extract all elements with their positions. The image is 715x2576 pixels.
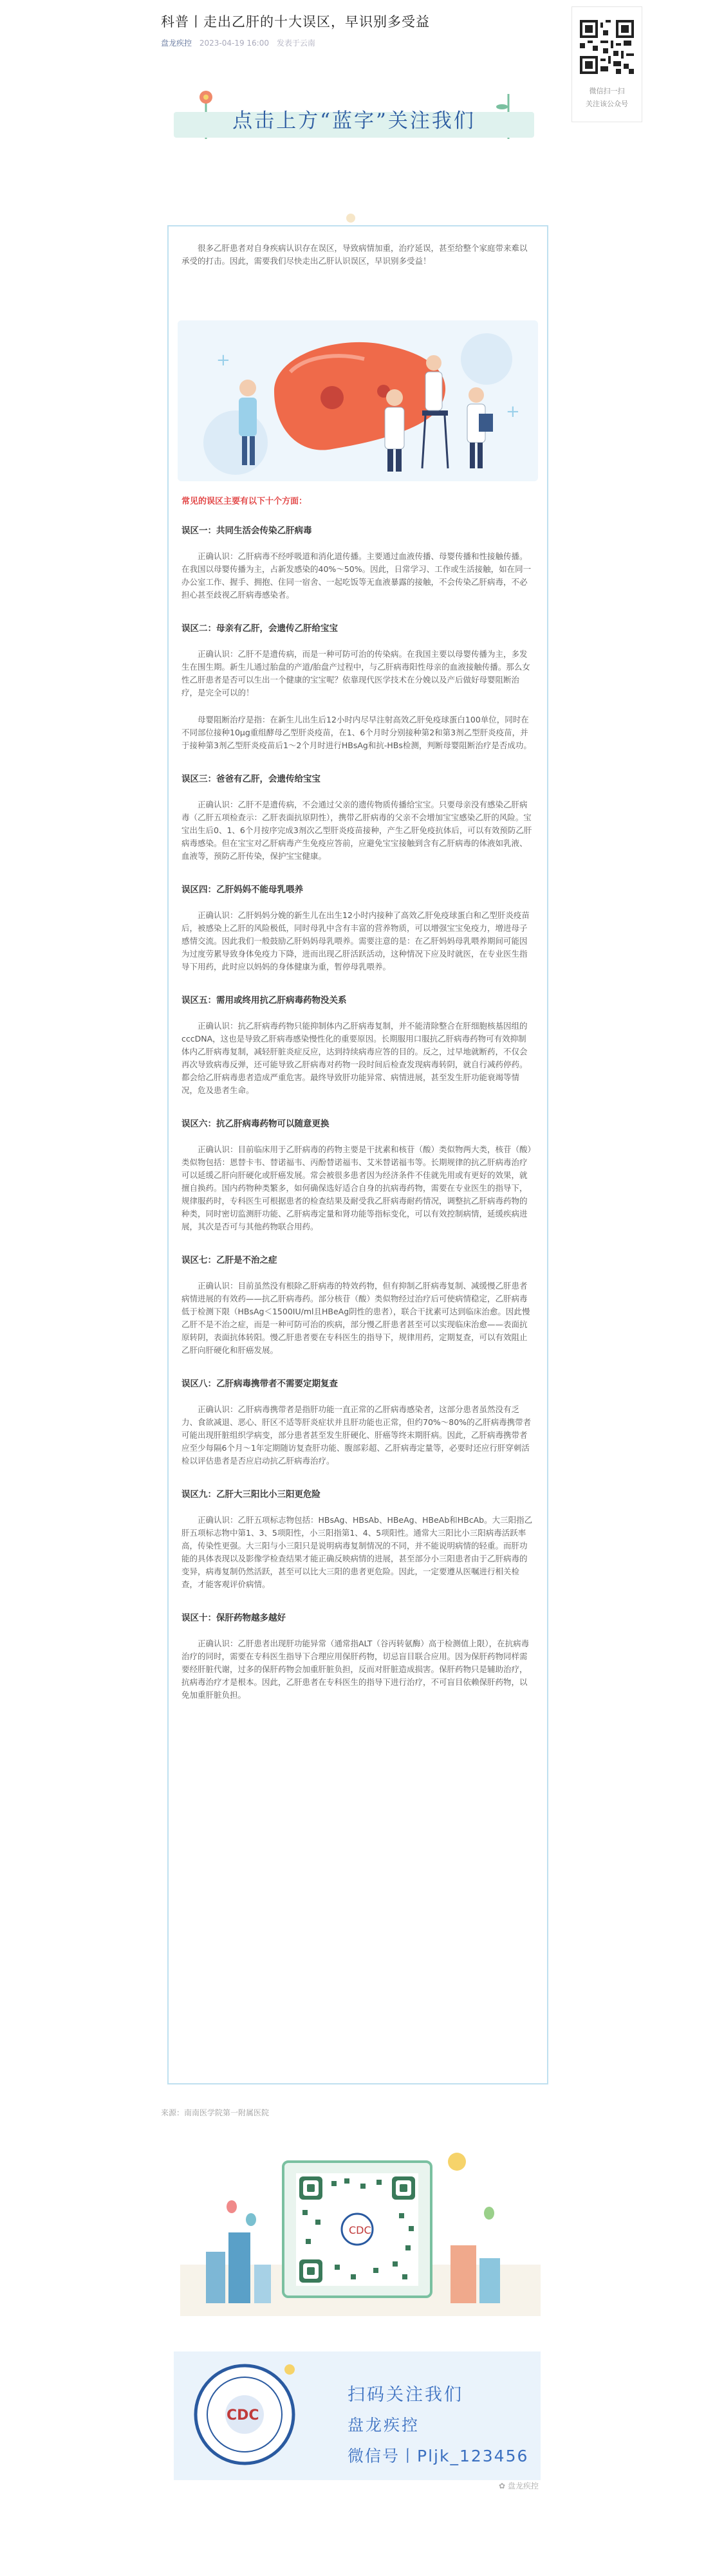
section-para: 正确认识：乙肝妈妈分娩的新生儿在出生12小时内接种了高效乙肝免疫球蛋白和乙型肝炎疫苗后，被感染上乙肝的风险极低，同时母乳中含有丰富的营养物质，可以增强宝宝免疫力，增进母子感情交流。因此我们一般鼓励乙肝妈妈母乳喂养。需要注意的是：在乙肝妈妈母乳喂养期间可能因为过度劳累导致身体免疫力下降，进而出现乙肝活跃活动，这种情况下应及时就医，在专业医生指导下用药，此时应以妈妈的身体健康为重，暂停母乳喂养。	[181, 910, 530, 971]
follow-banner[interactable]	[174, 62, 534, 145]
section-para: 母婴阻断治疗是指：在新生儿出生后12小时内尽早注射高效乙肝免疫球蛋白100单位，同时在不同部位接种10μg重组酵母乙型肝炎疫苗，在1、6个月时分别接种第2和第3剂乙型肝炎疫苗，并于接种第3剂乙型肝炎疫苗后1～2个月时进行HBsAg和抗-HBs检测，判断母婴阻断治疗是否成功。	[181, 715, 532, 750]
section-8	[181, 1376, 534, 1467]
svg-text:+: +	[506, 402, 520, 421]
svg-text:+: +	[216, 351, 230, 370]
liver-doctors-icon	[178, 320, 538, 481]
svg-text:CDC: CDC	[227, 2407, 259, 2424]
section-para: 正确认识：目前临床用于乙肝病毒的药物主要是干扰素和核苷（酸）类似物两大类，核苷（酸）类似物包括：恩替卡韦、替诺福韦、丙酚替诺福韦、艾米替诺福韦等。长期规律的抗乙肝病毒治疗可以延缓乙肝向肝硬化或肝癌发展。常会被很多患者因为经济条件不佳就先用或有更好的效果，就擅自换药。国内药物种类繁多，如何确保选好适合自身的抗病毒药物，需要在专业医生的指导下，规律服药时，专科医生可根据患者的检查结果及耐受我乙肝病毒耐药情况，调整抗乙肝病毒药物的种类，同时密切监测肝功能、乙肝病毒定量和肾功能等指标变化，可以有效控制病情，延缓疾病进展，其次是否可与其他药物联合用药。	[181, 1145, 532, 1231]
section-title: 误区一：共同生活会传染乙肝病毒	[181, 526, 312, 536]
follow-account-name: 盘龙疾控	[348, 2416, 420, 2434]
qr-caption-2: 关注该公众号	[586, 100, 628, 108]
section-title: 误区七：乙肝是不治之症	[181, 1255, 277, 1265]
section-10	[181, 1610, 534, 1702]
svg-text:CDC: CDC	[349, 2224, 371, 2236]
section-title: 误区九：乙肝大三阳比小三阳更危险	[181, 1489, 320, 1500]
section-2	[181, 621, 534, 752]
section-title: 误区二：母亲有乙肝，会遗传乙肝给宝宝	[181, 623, 338, 634]
section-title: 误区五：需用或终用抗乙肝病毒药物没关系	[181, 995, 347, 1006]
section-1	[181, 523, 534, 602]
section-6	[181, 1116, 534, 1233]
section-5	[181, 993, 534, 1097]
banner-text: 点击上方“蓝字”关注我们	[232, 109, 476, 133]
section-title: 误区六：抗乙肝病毒药物可以随意更换	[181, 1119, 330, 1129]
section-title: 误区十：保肝药物越多越好	[181, 1613, 286, 1623]
section-para: 正确认识：乙肝五项标志物包括：HBsAg、HBsAb、HBeAg、HBeAb和HBcAb。大三阳指乙肝五项标志物中第1、3、5项阳性，小三阳指第1、4、5项阳性。通常大三阳比小三阳病毒活跃率高，传染性更强。大三阳与小三阳只是说明病毒复制情况的不同，并不能说明病情的轻重。而肝功能的具体表现以及影像学检查结果才能正确反映病情的进展，甚至部分小三阳患者由于乙肝病毒的变异，病毒复制仍然活跃，甚至可以比大三阳的患者更危险。因此，一定要遵从医嘱进行相关检查，才能客观评价病情。	[181, 1515, 533, 1589]
article-intro-block	[181, 242, 534, 268]
section-para: 正确认识：乙肝不是遗传病，而是一种可防可治的传染病。在我国主要以母婴传播为主，多发生在围生期。新生儿通过胎盘的产道/胎盘产过程中，与乙肝病毒阳性母亲的血液接触传播。那么女性乙肝患者是否可以生出一个健康的宝宝呢？依靠现代医学技术在分娩以及产后做好母婴阻断治疗，是完全可以的！	[181, 649, 530, 697]
section-3	[181, 771, 534, 863]
account-name-link[interactable]: 盘龙疾控	[161, 39, 192, 48]
frame-ornament	[346, 214, 355, 223]
watermark	[499, 2480, 539, 2491]
qr-code-icon	[580, 20, 634, 74]
liver-illustration	[178, 320, 538, 481]
follow-wechat-id: 微信号丨Pljk_123456	[348, 2447, 529, 2465]
article-meta	[161, 37, 315, 48]
section-7	[181, 1253, 534, 1357]
section-para: 正确认识：乙肝病毒携带者是指肝功能一直正常的乙肝病毒感染者，这部分患者虽然没有乏力、食欲减退、恶心、肝区不适等肝炎症状并且肝功能也正常，但约70%～80%的乙肝病毒携带者可能出现肝脏组织学病变，部分患者甚至发生肝硬化、肝癌等终末期肝病。因此，乙肝病毒携带者应至少每隔6个月～1年定期随访复查肝功能、腹部彩超、乙肝病毒定量等，必要时还应行肝穿刺活检以评估患者是否应启动抗乙肝病毒治疗。	[181, 1404, 532, 1466]
section-para: 正确认识：目前虽然没有根除乙肝病毒的特效药物，但有抑制乙肝病毒复制、减缓慢乙肝患者病情进展的有效药——抗乙肝病毒药。部分核苷（酸）类似物经过治疗后可使病情稳定，乙肝病毒低于检测下限（HBsAg＜1500IU/ml且HBeAg阴性的患者），联合干扰素可达到临床治愈。因此慢乙肝不是不治之症，而是一种可防可治的疾病，部分慢乙肝患者甚至可以实现临床治愈——表面抗原转阴，表面抗体转阳。慢乙肝患者要在专科医生的指导下，规律用药，定期复查，可以有效阻止乙肝向肝硬化和肝癌发展。	[181, 1281, 530, 1355]
section-para: 正确认识：乙肝病毒不经呼吸道和消化道传播。主要通过血液传播、母婴传播和性接触传播。在我国以母婴传播为主，占新发感染的40%～50%。因此，日常学习、工作或生活接触，如在同一办公室工作、握手、拥抱、住同一宿舍、一起吃饭等无血液暴露的接触，不会传染乙肝病毒，不必担心甚至歧视乙肝病毒感染者。	[181, 551, 532, 600]
section-title: 误区八：乙肝病毒携带者不需要定期复查	[181, 1379, 338, 1389]
qr-caption-1: 微信扫一扫	[589, 87, 625, 95]
lead-text: 常见的误区主要有以下十个方面：	[181, 497, 308, 506]
cdc-logo-icon	[193, 2363, 296, 2466]
follow-title: 扫码关注我们	[348, 2385, 463, 2405]
follow-qr-card	[571, 6, 642, 122]
section-title: 误区三：爸爸有乙肝，会遗传给宝宝	[181, 774, 320, 784]
section-title: 误区四：乙肝妈妈不能母乳喂养	[181, 885, 303, 895]
section-4	[181, 882, 534, 973]
section-para: 正确认识：乙肝患者出现肝功能异常（通常指ALT（谷丙转氨酶）高于检测值上限），在抗病毒治疗的同时，需要在专科医生指导下合理应用保肝药物，切忌盲目联合应用。因为保肝药物同样需要经肝脏代谢，过多的保肝药物会加重肝脏负担，反而对肝脏造成损害。保肝药物只是辅助治疗，抗病毒治疗才是根本。因此，乙肝患者在专科医生的指导下进行治疗，不可盲目依赖保肝药物，以免加重肝脏负担。	[181, 1639, 530, 1700]
source-line: 来源：南南医学院第一附属医院	[161, 2108, 270, 2117]
watermark-text: 盘龙疾控	[507, 2481, 539, 2490]
article-body	[181, 494, 534, 1721]
wechat-icon: ✿	[499, 2481, 508, 2490]
article-intro: 很多乙肝患者对自身疾病认识存在误区，导致病情加重，治疗延误，甚至给整个家庭带来难以承受的打击。因此，需要我们尽快走出乙肝认识误区，早识别多受益！	[181, 243, 528, 266]
article-title: 科普丨走出乙肝的十大误区，早识别多受益	[161, 14, 430, 30]
publish-location: 发表于云南	[276, 39, 315, 48]
publish-date: 2023-04-19 16:00	[199, 39, 269, 48]
section-9	[181, 1487, 534, 1591]
city-qr-icon	[180, 2136, 541, 2323]
qr-illustration	[180, 2136, 541, 2323]
section-para: 正确认识：乙肝不是遗传病，不会通过父亲的遗传物质传播给宝宝。只要母亲没有感染乙肝病毒（乙肝五项检查示：乙肝表面抗原阴性），携带乙肝病毒的父亲不会增加宝宝感染乙肝的风险。宝宝出生后0、1、6个月按序完成3剂次乙型肝炎疫苗接种，产生乙肝免疫抗体后，可以有效预防乙肝病毒感染。但在宝宝对乙肝病毒产生免疫应答前，应避免宝宝接触到含有乙肝病毒的体液如乳液、血液等，预防乙肝传染，保护宝宝健康。	[181, 800, 532, 861]
sun-dot-icon	[283, 2363, 296, 2376]
section-para: 正确认识：抗乙肝病毒药物只能抑制体内乙肝病毒复制，并不能清除整合在肝细胞核基因组的cccDNA，这也是导致乙肝病毒感染慢性化的重要原因。长期服用口服抗乙肝病毒药物可有效抑制体内乙肝病毒复制，减轻肝脏炎症反应，达到持续病毒应答的目的。反之，过早地就断药，不仅会再次导致病毒反弹，还可能导致乙肝病毒对药物一段时间后检查发现病毒转阴，就自行减药停药。都会给乙肝病毒患者造成严重危害。最终导致肝功能异常、病情进展，甚至发生肝功能衰竭等情况，危及患者生命。	[181, 1021, 528, 1095]
